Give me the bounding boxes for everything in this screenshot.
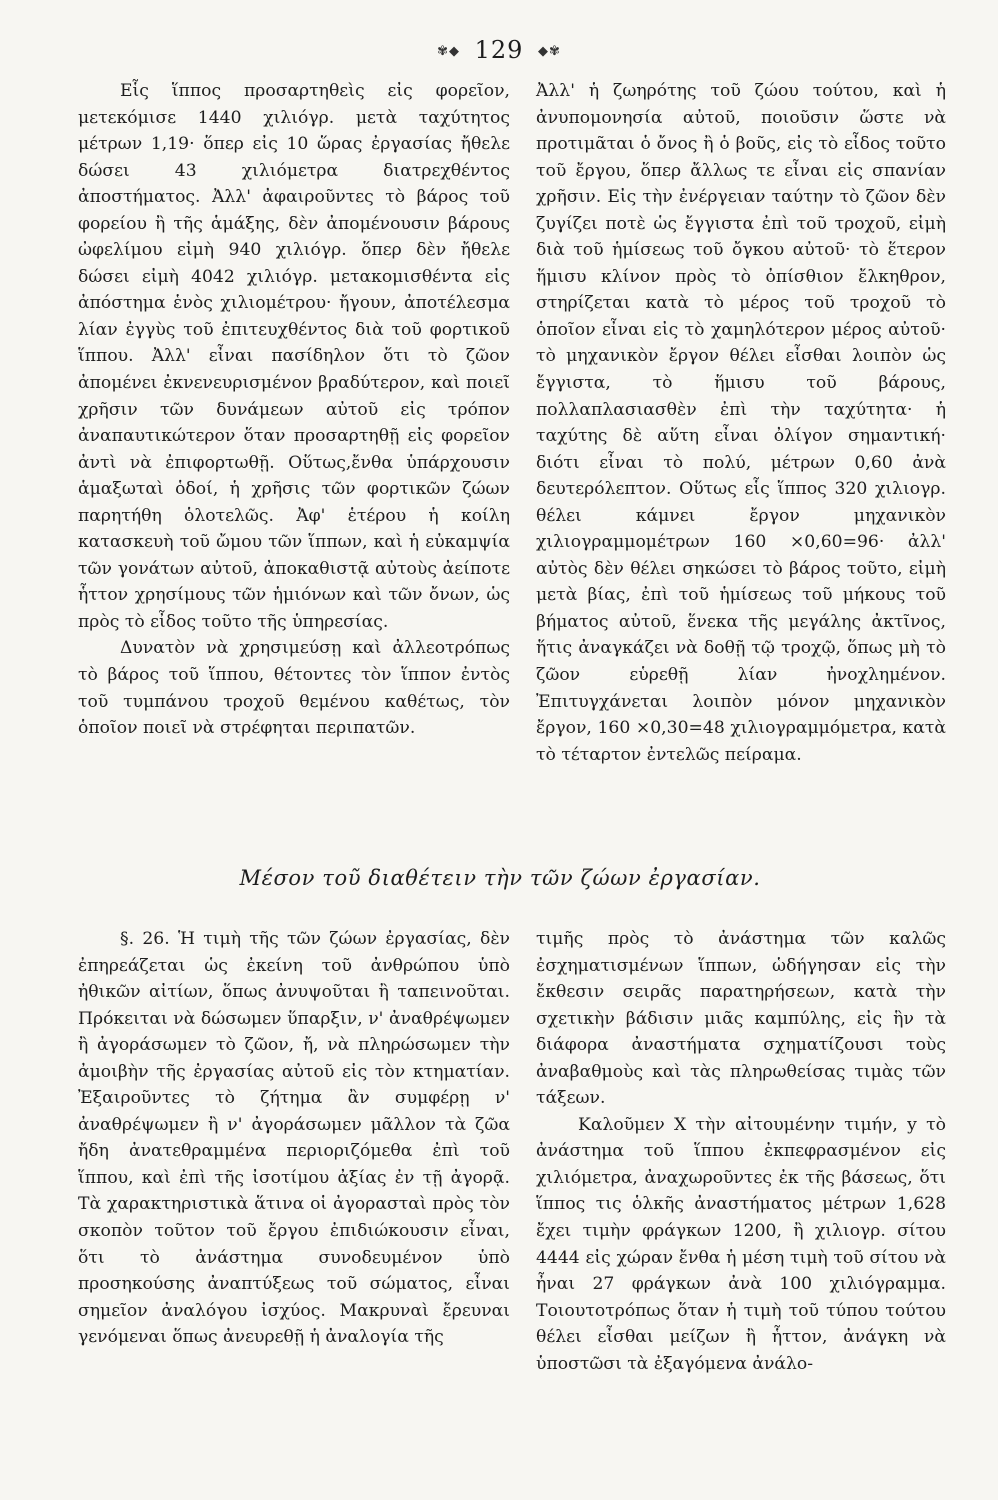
paragraph: Δυνατὸν νὰ χρησιμεύσῃ καὶ ἀλλεοτρόπως τὸ βάρος τοῦ ἵππου, θέτοντες τὸν ἵππον ἐντὸς τοῦ τυμπάνου τροχοῦ θεμένου καθέτως, τὸν ὁποῖον ποιεῖ νὰ στρέφηται περιπατῶν. — [78, 638, 510, 739]
column-bottom-left — [78, 926, 510, 1351]
column-top-right — [536, 78, 946, 768]
ornament-right: ◆✾ — [538, 44, 561, 59]
page-number: 129 — [474, 36, 524, 64]
page-header — [0, 36, 998, 64]
paragraph: Καλοῦμεν X τὴν αἰτουμένην τιμήν, y τὸ ἀνάστημα τοῦ ἵππου ἐκπεφρασμένον εἰς χιλιόμετρα, ἀναχωροῦντες ἐκ τῆς βάσεως, ὅτι ἵππος τις ὁλκῆς ἀναστήματος μέτρων 1,628 ἔχει τιμὴν φράγκων 1200, ἢ χιλιογρ. σίτου 4444 εἰς χώραν ἔνθα ἡ μέση τιμὴ τοῦ σίτου νὰ ἦναι 27 φράγκων ἀνὰ 100 χιλιόγραμμα. Τοιουτοτρόπως ὅταν ἡ τιμὴ τοῦ τύπου τούτου θέλει εἶσθαι μείζων ἢ ἧττον, ἀνάγκη νὰ ὑποστῶσι τὰ ἐξαγόμενα ἀνάλο- — [536, 1114, 946, 1374]
section-title: Μέσον τοῦ διαθέτειν τὴν τῶν ζώων ἐργασίαν. — [239, 866, 761, 890]
paragraph: Ἀλλ' ἡ ζωηρότης τοῦ ζώου τούτου, καὶ ἡ ἀνυπομονησία αὐτοῦ, ποιοῦσιν ὥστε νὰ προτιμᾶται ὁ ὄνος ἢ ὁ βοῦς, εἰς τὸ εἶδος τοῦτο τοῦ ἔργου, ὅπερ ἄλλως τε εἶναι εἰς σπανίαν χρῆσιν. Εἰς τὴν ἐνέργειαν ταύτην τὸ ζῶον δὲν ζυγίζει ποτὲ ὡς ἔγγιστα ἐπὶ τοῦ τροχοῦ, εἰμὴ διὰ τοῦ ἡμίσεως τοῦ ὄγκου αὐτοῦ· τὸ ἕτερον ἥμισυ κλίνον πρὸς τὸ ὀπίσθιον ἔλκηθρον, στηρίζεται κατὰ τὸ μέρος τοῦ τροχοῦ τὸ ὁποῖον εἶναι εἰς τὸ χαμηλότερον μέρος αὐτοῦ· τὸ μηχανικὸν ἔργον θέλει εἶσθαι λοιπὸν ὡς ἔγγιστα, τὸ ἥμισυ τοῦ βάρους, πολλαπλασιασθὲν ἐπὶ τὴν ταχύτητα· ἡ ταχύτης δὲ αὕτη εἶναι ὀλίγον σημαντική· διότι εἶναι τὸ πολύ, μέτρων 0,60 ἀνὰ δευτερόλεπτον. Οὕτως εἷς ἵππος 320 χιλιογρ. θέλει κάμνει ἔργον μηχανικὸν χιλιογραμμομέτρων 160 ×0,60=96· ἀλλ' αὐτὸς δὲν θέλει σηκώσει τὸ βάρος τοῦτο, εἰμὴ μετὰ βίας, ἐπὶ τοῦ ἡμίσεως τοῦ μήκους τοῦ βήματος αὐτοῦ, ἕνεκα τῆς μεγάλης ἀκτῖνος, ἥτις ἀναγκάζει νὰ δοθῇ τῷ τροχῷ, ὅπως μὴ τὸ ζῶον εὑρεθῇ λίαν ἠνοχλημένον. Ἐπιτυγχάνεται λοιπὸν μόνον μηχανικὸν ἔργον, 160 ×0,30=48 χιλιογραμμόμετρα, κατὰ τὸ τέταρτον ἐντελῶς πείραμα. — [536, 81, 946, 765]
ornament-left: ✾◆ — [437, 44, 460, 59]
paragraph: Εἷς ἵππος προσαρτηθεὶς εἰς φορεῖον, μετεκόμισε 1440 χιλιόγρ. μετὰ ταχύτητος μέτρων 1,19· ὅπερ εἰς 10 ὥρας ἐργασίας ἤθελε δώσει 43 χιλιόμετρα διατρεχθέντος ἀποστήματος. Ἀλλ' ἀφαιροῦντες τὸ βάρος τοῦ φορείου ἢ τῆς ἁμάξης, δὲν ἀπομένουσιν βάρους ὠφελίμου εἰμὴ 940 χιλιόγρ. ὅπερ δὲν ἤθελε δώσει εἰμὴ 4042 χιλιόγρ. μετακομισθέντα εἰς ἀπόστημα ἑνὸς χιλιομέτρου· ἤγουν, ἀποτέλεσμα λίαν ἐγγὺς τοῦ ἐπιτευχθέντος διὰ τοῦ φορτικοῦ ἵππου. Ἀλλ' εἶναι πασίδηλον ὅτι τὸ ζῶον ἀπομένει ἐκνενευρισμένον βραδύτερον, καὶ ποιεῖ χρῆσιν τῶν δυνάμεων αὐτοῦ εἰς τρόπον ἀναπαυτικώτερον ὅταν προσαρτηθῇ εἰς φορεῖον ἀντὶ νὰ ἐπιφορτωθῇ. Οὕτως,ἔνθα ὑπάρχουσιν ἁμαξωταὶ ὁδοί, ἡ χρῆσις τῶν φορτικῶν ζώων παρητήθη ὁλοτελῶς. Ἀφ' ἑτέρου ἡ κοίλη κατασκευὴ τοῦ ὤμου τῶν ἵππων, καὶ ἡ εὐκαμψία τῶν γονάτων αὐτοῦ, ἀποκαθιστᾷ αὐτοὺς ἀείποτε ἧττον χρησίμους τῶν ἡμιόνων καὶ τῶν ὄνων, ὡς πρὸς τὸ εἶδος τοῦτο τῆς ὑπηρεσίας. — [78, 81, 510, 632]
paragraph: §. 26. Ἡ τιμὴ τῆς τῶν ζώων ἐργασίας, δὲν ἐπηρεάζεται ὡς ἐκείνη τοῦ ἀνθρώπου ὑπὸ ἠθικῶν αἰτίων, ὅπως ἀνυψοῦται ἢ ταπεινοῦται. Πρόκειται νὰ δώσωμεν ὕπαρξιν, ν' ἀναθρέψωμεν ἢ ἀγοράσωμεν τὸ ζῶον, ἤ, νὰ πληρώσωμεν τὴν ἀμοιβὴν τῆς ἐργασίας αὐτοῦ εἰς τὸν κτηματίαν. Ἐξαιροῦντες τὸ ζήτημα ἂν συμφέρῃ ν' ἀναθρέψωμεν ἢ ν' ἀγοράσωμεν μᾶλλον τὰ ζῶα ἤδη ἀνατεθραμμένα περιοριζόμεθα ἐπὶ τοῦ ἵππου, καὶ ἐπὶ τῆς ἰσοτίμου ἀξίας ἐν τῇ ἀγορᾷ. Τὰ χαρακτηριστικὰ ἅτινα οἱ ἀγορασταὶ πρὸς τὸν σκοπὸν τοῦτον τοῦ ἔργου ἐπιδιώκουσιν εἶναι, ὅτι τὸ ἀνάστημα συνοδευμένον ὑπὸ προσηκούσης ἀναπτύξεως τοῦ σώματος, εἶναι σημεῖον ἀναλόγου ἰσχύος. Μακρυναὶ ἔρευναι γενόμεναι ὅπως ἀνευρεθῇ ἡ ἀναλογία τῆς — [78, 929, 510, 1348]
paragraph: τιμῆς πρὸς τὸ ἀνάστημα τῶν καλῶς ἐσχηματισμένων ἵππων, ὡδήγησαν εἰς τὴν ἔκθεσιν σειρᾶς παρατηρήσεων, κατὰ τὴν σχετικὴν βάδισιν μιᾶς καμπύλης, εἰς ἣν τὰ διάφορα ἀναστήματα σχηματίζουσι τοὺς ἀναβαθμοὺς καὶ τὰς πληρωθείσας τιμὰς τῶν τάξεων. — [536, 929, 946, 1109]
column-bottom-right — [536, 926, 946, 1377]
column-top-left — [78, 78, 510, 742]
